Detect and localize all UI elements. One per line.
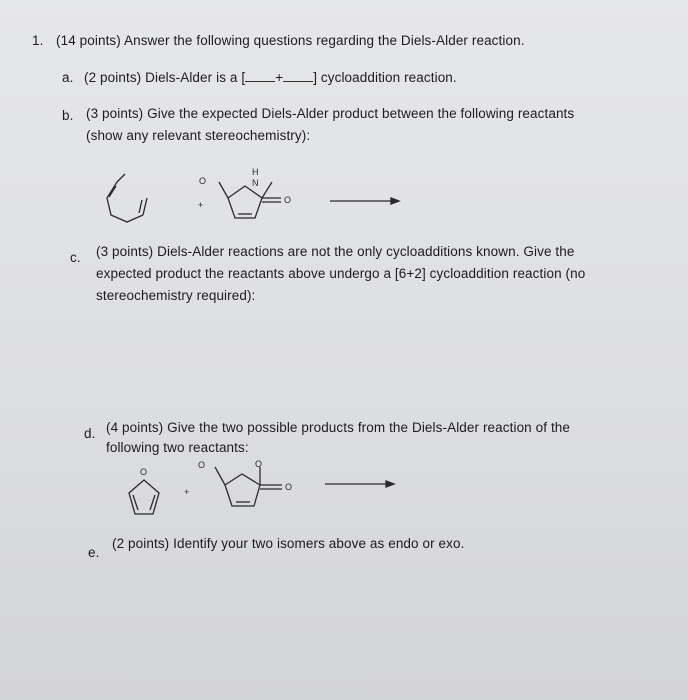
atom-o-right-d: O (285, 482, 293, 492)
part-c-line1: (3 points) Diels-Alder reactions are not the only cycloadditions known. Give the (96, 244, 575, 259)
plus-sign-b: + (198, 200, 204, 210)
part-a-text-after: ] cycloaddition reaction. (313, 70, 457, 85)
atom-h-b: H (252, 167, 259, 177)
part-a-plus: + (275, 70, 284, 85)
part-b-line1: (3 points) Give the expected Diels-Alder product between the following reactants (86, 106, 575, 121)
atom-o-top-b: O (199, 176, 207, 186)
question-header: (14 points) Answer the following questions regarding the Diels-Alder reaction. (56, 33, 525, 48)
part-c-label: c. (70, 250, 81, 265)
reaction-arrow-b (330, 198, 399, 204)
furan-molecule (129, 467, 159, 514)
part-a-text-before: (2 points) Diels-Alder is a [ (84, 70, 246, 85)
part-d-line1: (4 points) Give the two possible products from the Diels-Alder reaction of the (106, 420, 571, 435)
answer-blank-1 (245, 71, 275, 82)
part-e-label: e. (88, 545, 100, 560)
part-b-line2: (show any relevant stereochemistry): (86, 128, 311, 143)
maleimide-molecule (199, 167, 291, 218)
part-e-text: (2 points) Identify your two isomers above as endo or exo. (112, 536, 465, 551)
part-d-label: d. (84, 426, 96, 441)
reaction-arrow-d (325, 481, 394, 487)
atom-o-ring-d: O (255, 459, 263, 469)
part-d-line2: following two reactants: (106, 440, 249, 455)
plus-sign-d: + (184, 487, 190, 497)
question-number: 1. (32, 33, 44, 48)
part-a-text (84, 70, 457, 85)
diene-molecule-b (107, 174, 147, 222)
maleic-anhydride-molecule (198, 459, 292, 506)
part-b-label: b. (62, 108, 74, 123)
answer-blank-2 (283, 71, 313, 82)
part-a-label: a. (62, 70, 74, 85)
atom-o-top-d: O (198, 460, 206, 470)
atom-n-b: N (252, 178, 259, 188)
part-c-line2: expected product the reactants above undergo a [6+2] cycloaddition reaction (no (96, 266, 586, 281)
reaction-d-scheme (110, 459, 410, 532)
part-c-line3: stereochemistry required): (96, 288, 256, 303)
atom-o-right-b: O (284, 195, 292, 205)
atom-o-diene-d: O (140, 467, 148, 477)
reaction-b-scheme (95, 160, 415, 235)
